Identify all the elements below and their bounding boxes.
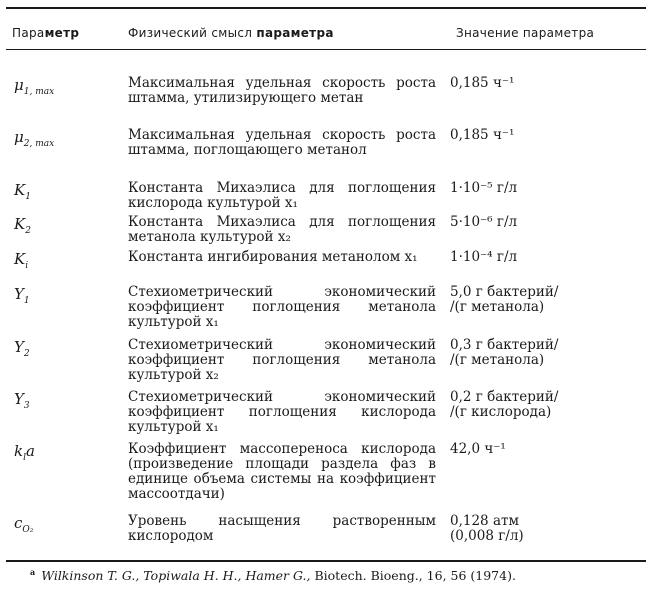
- parameter-value: 42,0 ч⁻¹: [450, 441, 506, 457]
- header-rule: [6, 49, 646, 50]
- parameter-description: Стехиометрический экономический коэффициент поглощения метанола культурой x₂: [128, 337, 436, 383]
- parameter-symbol: $k_la$: [14, 442, 35, 463]
- parameter-symbol: $K_1$: [14, 181, 31, 202]
- footnote-mark: a: [30, 567, 36, 577]
- parameter-description: Стехиометрический экономический коэффициент поглощения кислорода культурой x₁: [128, 389, 436, 435]
- parameter-value: 1·10⁻⁴ г/л: [450, 249, 518, 265]
- parameter-symbol: $c_{O_2}$: [14, 514, 34, 535]
- header-parameter: Параметр: [12, 26, 80, 40]
- parameter-symbol: $Y_3$: [14, 390, 30, 411]
- top-rule: [6, 7, 646, 9]
- parameter-symbol: $Y_2$: [14, 338, 30, 359]
- parameter-description: Константа Михаэлиса для поглощения кислорода культурой x₁: [128, 180, 436, 211]
- parameter-symbol: $K_i$: [14, 250, 29, 271]
- parameter-symbol: $K_2$: [14, 215, 31, 236]
- parameter-value: 5,0 г бактерий/ /(г метанола): [450, 284, 559, 315]
- parameter-value: 0,185 ч⁻¹: [450, 75, 515, 91]
- footnote-source: Biotech. Bioeng., 16, 56 (1974).: [310, 568, 516, 584]
- parameter-symbol: $\mu_{2, max}$: [14, 128, 55, 149]
- parameter-value: 5·10⁻⁶ г/л: [450, 214, 518, 230]
- parameter-description: Уровень насыщения растворенным кислородом: [128, 513, 436, 544]
- parameter-description: Максимальная удельная скорость роста штамма, поглощающего метанол: [128, 127, 436, 158]
- parameter-value: 1·10⁻⁵ г/л: [450, 180, 518, 196]
- bottom-rule: [6, 560, 646, 562]
- parameter-description: Константа Михаэлиса для поглощения метанола культурой x₂: [128, 214, 436, 245]
- header-meaning: Физический смысл параметра: [128, 26, 334, 40]
- parameter-description: Максимальная удельная скорость роста штамма, утилизирующего метан: [128, 75, 436, 106]
- footnote-authors: Wilkinson T. G., Topiwala H. H., Hamer G.,: [41, 568, 311, 584]
- parameter-value: 0,2 г бактерий/ /(г кислорода): [450, 389, 559, 420]
- parameter-symbol: $\mu_{1, max}$: [14, 76, 55, 97]
- parameter-value: 0,185 ч⁻¹: [450, 127, 515, 143]
- parameter-value: 0,3 г бактерий/ /(г метанола): [450, 337, 559, 368]
- footnote: [30, 567, 516, 583]
- parameter-description: Стехиометрический экономический коэффициент поглощения метанола культурой x₁: [128, 284, 436, 330]
- parameter-symbol: $Y_1$: [14, 285, 30, 306]
- parameter-value: 0,128 атм (0,008 г/л): [450, 513, 524, 544]
- header-value: Значение параметра: [456, 26, 595, 40]
- parameter-description: Коэффициент массопереноса кислорода (произведение площади раздела фаз в единице объема системы на коэффициент массоотдачи): [128, 441, 436, 502]
- parameter-description: Константа ингибирования метанолом x₁: [128, 249, 418, 265]
